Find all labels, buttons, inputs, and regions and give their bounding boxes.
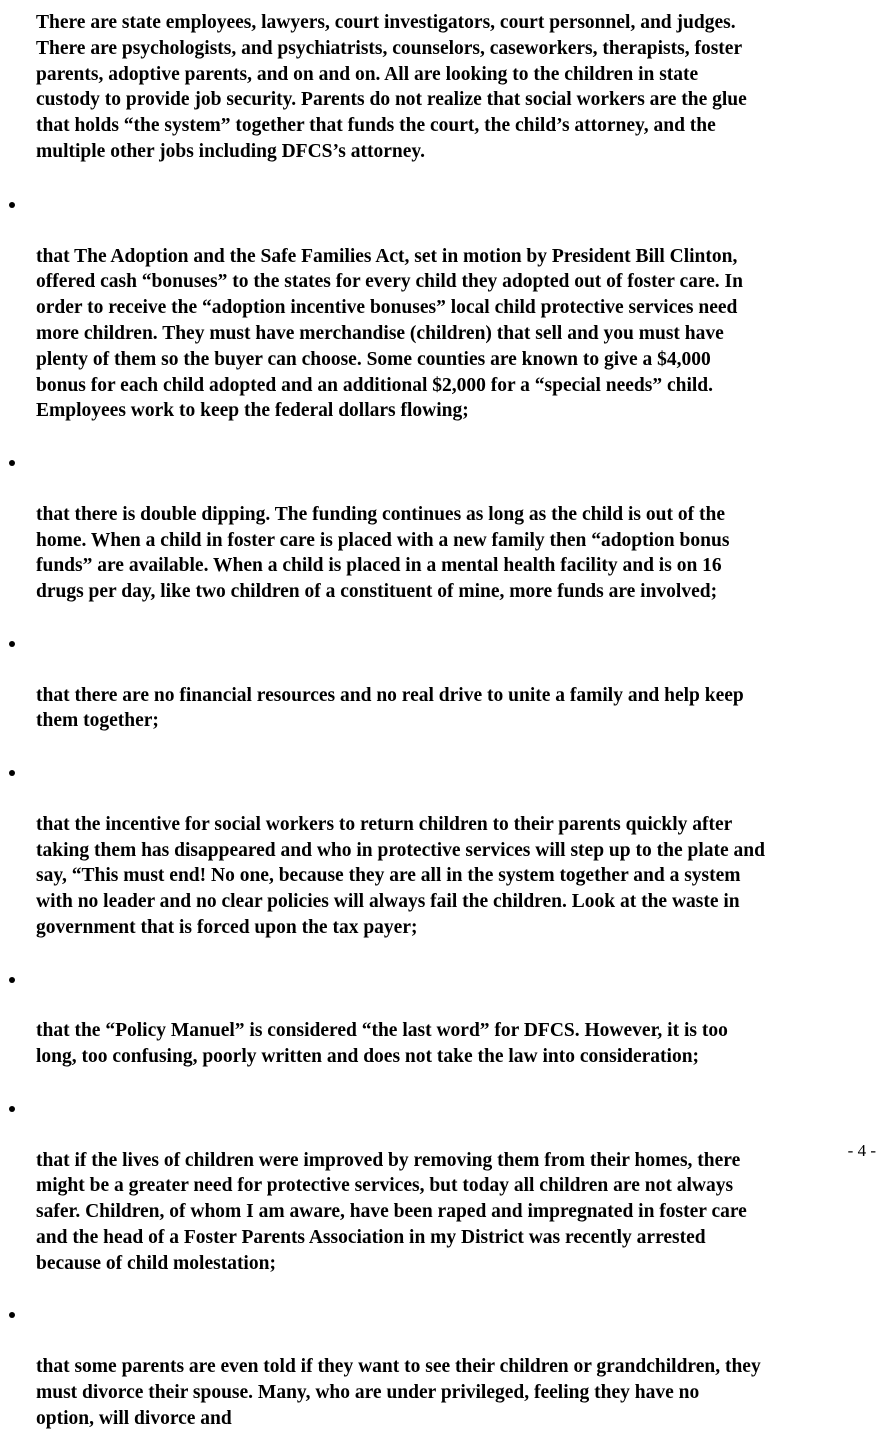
bullet-text: that The Adoption and the Safe Families Act, set in motion by President Bill Clinton, offered cash “bonuses” to the states for every child they adopted out of foster care. In order to receive the “adoption incentive bonuses” local child protective services need more children. They must have merchandise (children) that sell and you must have plenty of them so the buyer can choose. Some counties are known to give a $4,000 bonus for each child adopted and an additional $2,000 for a “special needs” child. Employees work to keep the federal dollars flowing;: [36, 245, 743, 422]
lead-paragraph: There are state employees, lawyers, court investigators, court personnel, and judges. There are psychologists, and psychiatrists, counselors, caseworkers, therapists, foster parents, adoptive parents, and on and on. All are looking to the children in state custody to provide job security. Parents do not realize that social workers are the glue that holds “the system” together that funds the court, the child’s attorney, and the multiple other jobs including DFCS’s attorney.: [36, 12, 747, 162]
bullet-icon: [9, 1106, 15, 1112]
bullet-item-incentive: [36, 760, 878, 941]
bullet-text: that the “Policy Manuel” is considered “the last word” for DFCS. However, it is too long, too confusing, poorly written and does not take the law into consideration;: [36, 1020, 728, 1068]
bullet-icon: [9, 1312, 15, 1318]
bullet-item-divorce: [36, 1302, 878, 1431]
bullet-item-policy-manual: [36, 967, 878, 1070]
bullet-item-safety: [36, 1096, 878, 1277]
bullet-text: that some parents are even told if they want to see their children or grandchildren, they must divorce their spouse. Many, who are under privileged, feeling they have no option, will divorce and: [36, 1356, 761, 1429]
bullet-icon: [9, 770, 15, 776]
bullet-text: that if the lives of children were improved by removing them from their homes, there might be a greater need for protective services, but today all children are not always safer. Children, of whom I am aware, have been raped and impregnated in foster care and the head of a Foster Parents Association in my District was recently arrested because of child molestation;: [36, 1149, 747, 1274]
bullet-item-no-resources: [36, 631, 878, 734]
bullet-list: [36, 192, 878, 1431]
bullet-icon: [9, 641, 15, 647]
bullet-icon: [9, 977, 15, 983]
bullet-text: that there is double dipping. The funding continues as long as the child is out of the home. When a child in foster care is placed with a new family then “adoption bonus funds” are available. When a child is placed in a mental health facility and is on 16 drugs per day, like two children of a constituent of mine, more funds are involved;: [36, 503, 730, 603]
bullet-item-double-dipping: [36, 450, 878, 605]
bullet-text: that there are no financial resources and no real drive to unite a family and help keep them together;: [36, 684, 744, 732]
page-number: - 4 -: [847, 1141, 876, 1160]
bullet-icon: [9, 460, 15, 466]
bullet-text: that the incentive for social workers to return children to their parents quickly after taking them has disappeared and who in protective services will step up to the plate and say, “This must end! No one, because they are all in the system together and a system with no leader and no clear policies will always fail the children. Look at the waste in government that is forced upon the tax payer;: [36, 813, 765, 938]
bullet-icon: [9, 202, 15, 208]
bullet-item-adoption-act: [36, 192, 878, 424]
